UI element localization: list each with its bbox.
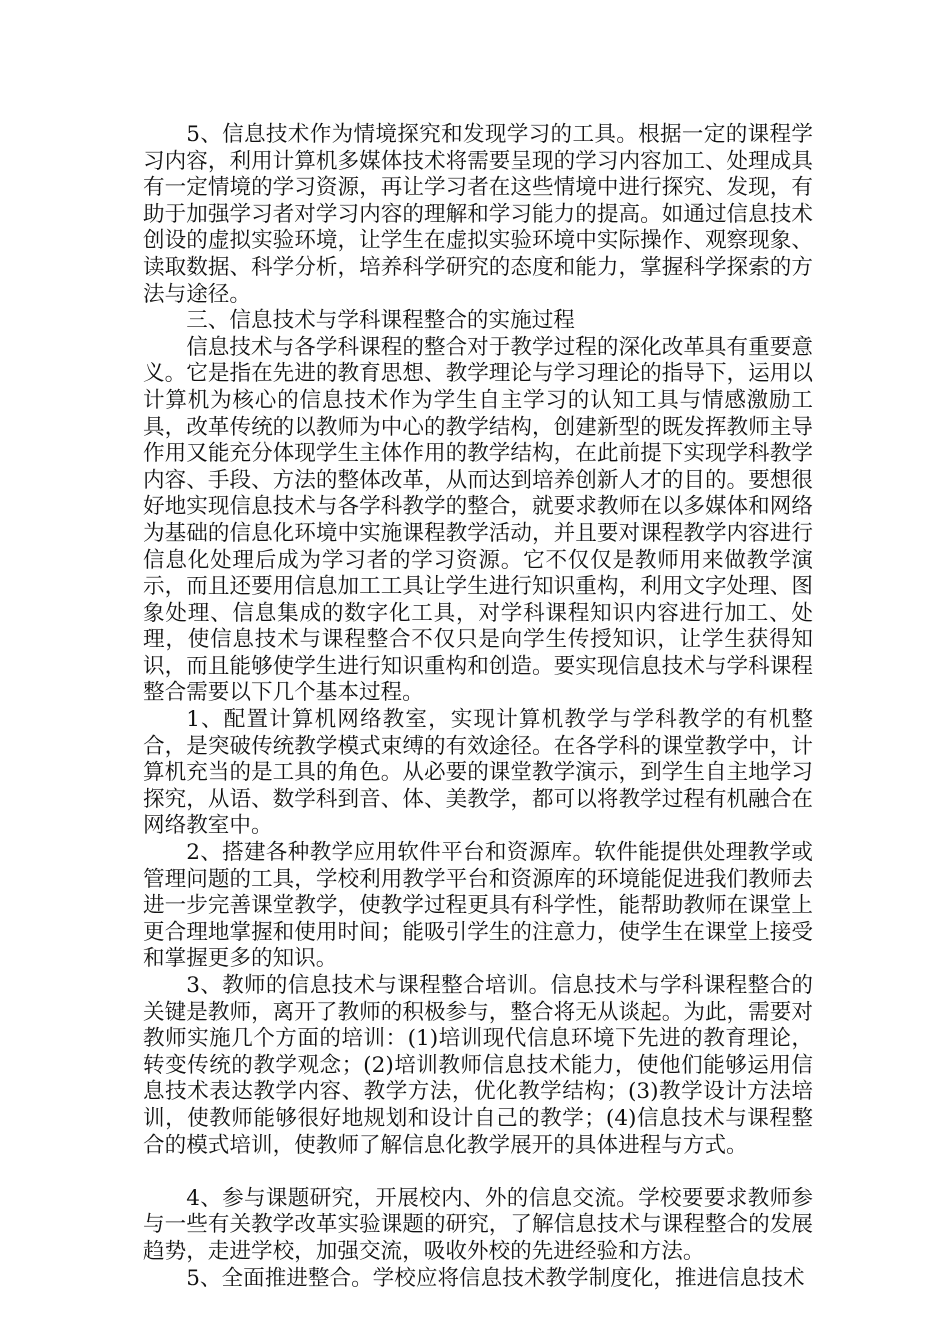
document-page — [143, 122, 813, 1292]
section-heading-implementation-process: 三、信息技术与学科课程整合的实施过程 — [186, 308, 575, 334]
paragraph-network-classroom: 1、配置计算机网络教室，实现计算机教学与学科教学的有机整合，是突破传统教学模式束缚的有效途径。在各学科的课堂教学中，计算机充当的是工具的角色。从必要的课堂教学演示，到学生自主地学习探究，从语、数学科到音、体、美教学，都可以将教学过程有机融合在网络教室中。 — [143, 707, 813, 839]
paragraph-research-exchange: 4、参与课题研究，开展校内、外的信息交流。学校要要求教师参与一些有关教学改革实验课题的研究，了解信息技术与课程整合的发展趋势，走进学校，加强交流，吸收外校的先进经验和方法。 — [143, 1185, 813, 1264]
paragraph-situational-inquiry-tool: 5、信息技术作为情境探究和发现学习的工具。根据一定的课程学习内容，利用计算机多媒体技术将需要呈现的学习内容加工、处理成具有一定情境的学习资源，再让学习者在这些情境中进行探究、发现，有助于加强学习者对学习内容的理解和学习能力的提高。如通过信息技术创设的虚拟实验环境，让学生在虚拟实验环境中实际操作、观察现象、读取数据、科学分析，培养科学研究的态度和能力，掌握科学探索的方法与途径。 — [143, 122, 813, 307]
paragraph-teacher-training: 3、教师的信息技术与课程整合培训。信息技术与学科课程整合的关键是教师，离开了教师的积极参与，整合将无从谈起。为此，需要对教师实施几个方面的培训：(1)培训现代信息环境下先进的教育理论，转变传统的教学观念；(2)培训教师信息技术能力，使他们能够运用信息技术表达教学内容、教学方法，优化教学结构；(3)教学设计方法培训，使教师能够很好地规划和设计自己的教学；(4)信息技术与课程整合的模式培训，使教师了解信息化教学展开的具体进程与方式。 — [143, 973, 813, 1158]
paragraph-full-integration: 5、全面推进整合。学校应将信息技术教学制度化，推进信息技术 — [186, 1265, 805, 1291]
paragraph-software-platform: 2、搭建各种教学应用软件平台和资源库。软件能提供处理教学或管理问题的工具，学校利用教学平台和资源库的环境能促进我们教师去进一步完善课堂教学，使教学过程更具有科学性，能帮助教师在课堂上更合理地掌握和使用时间；能吸引学生的注意力，使学生在课堂上接受和掌握更多的知识。 — [143, 840, 813, 972]
paragraph-integration-meaning: 信息技术与各学科课程的整合对于教学过程的深化改革具有重要意义。它是指在先进的教育思想、教学理论与学习理论的指导下，运用以计算机为核心的信息技术作为学生自主学习的认知工具与情感激励工具，改革传统的以教师为中心的教学结构，创建新型的既发挥教师主导作用又能充分体现学生主体作用的教学结构，在此前提下实现学科教学内容、手段、方法的整体改革，从而达到培养创新人才的目的。要想很好地实现信息技术与各学科教学的整合，就要求教师在以多媒体和网络为基础的信息化环境中实施课程教学活动，并且要对课程教学内容进行信息化处理后成为学习者的学习资源。它不仅仅是教师用来做教学演示，而且还要用信息加工工具让学生进行知识重构，利用文字处理、图象处理、信息集成的数字化工具，对学科课程知识内容进行加工、处理，使信息技术与课程整合不仅只是向学生传授知识，让学生获得知识，而且能够使学生进行知识重构和创造。要实现信息技术与学科课程整合需要以下几个基本过程。 — [143, 334, 813, 706]
